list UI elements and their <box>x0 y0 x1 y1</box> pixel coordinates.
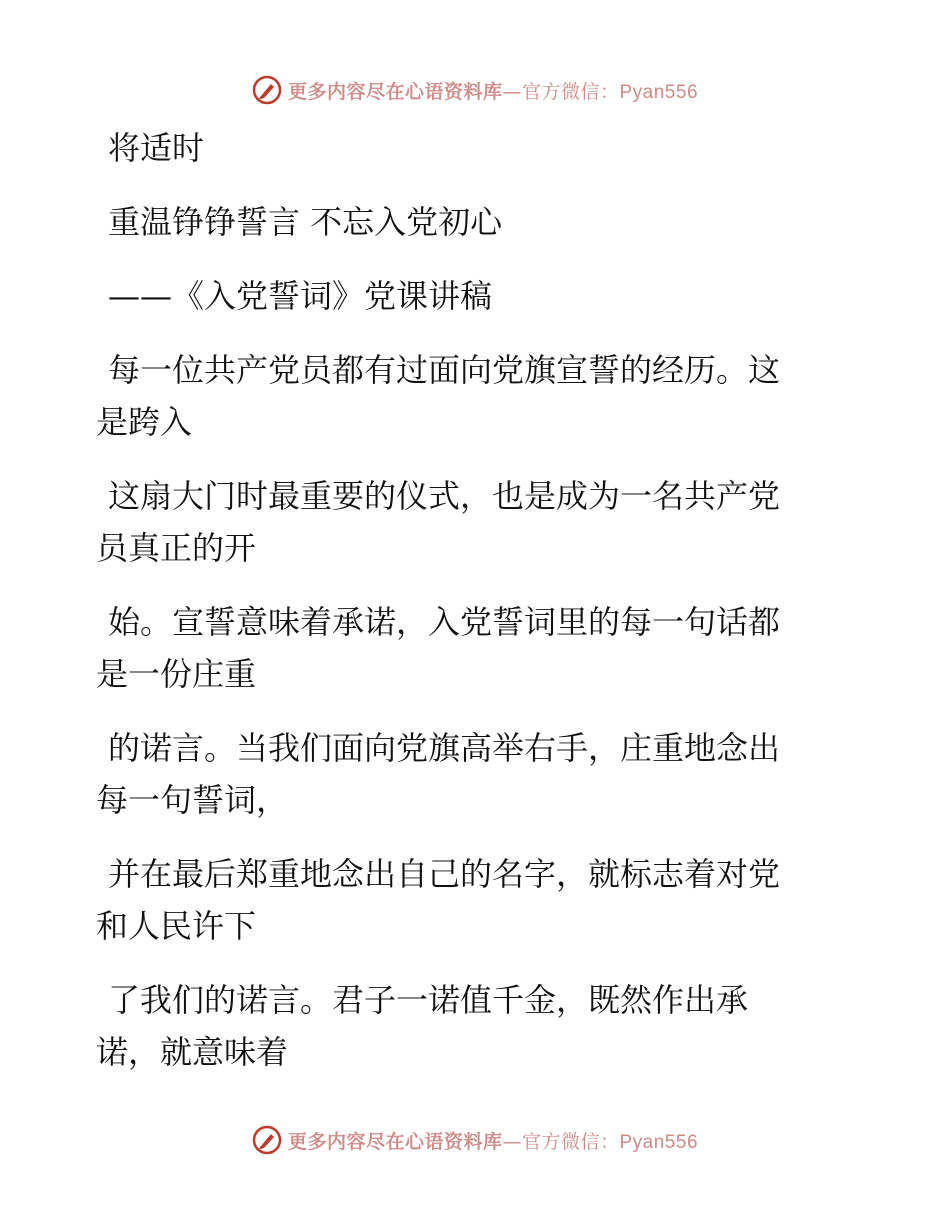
doc-line: 和人民许下 <box>96 907 257 945</box>
watermark-brand: 更多内容尽在心语资料库 <box>287 80 503 103</box>
watermark-id: Pyan556 <box>619 1131 699 1153</box>
doc-line: 将适时 <box>108 129 205 167</box>
watermark-text <box>288 1127 698 1154</box>
pen-nib-logo-icon <box>252 1125 282 1155</box>
watermark-contact: 官方微信： <box>521 1130 620 1153</box>
doc-line: 是一份庄重 <box>96 655 257 693</box>
watermark-brand: 更多内容尽在心语资料库 <box>287 1130 503 1153</box>
doc-line: 员真正的开 <box>96 529 257 567</box>
pen-nib-logo-icon <box>252 75 282 105</box>
watermark-contact: 官方微信： <box>521 80 620 103</box>
doc-line: 并在最后郑重地念出自己的名字，就标志着对党 <box>108 855 781 893</box>
doc-title: 重温铮铮誓言 不忘入党初心 <box>108 203 503 241</box>
watermark-id: Pyan556 <box>619 81 699 103</box>
doc-line: 的诺言。当我们面向党旗高举右手，庄重地念出 <box>108 729 781 767</box>
watermark-separator: — <box>502 1130 522 1153</box>
doc-line: 诺，就意味着 <box>96 1033 289 1071</box>
doc-line: 始。宣誓意味着承诺，入党誓词里的每一句话都 <box>108 603 781 641</box>
watermark-separator: — <box>502 80 522 103</box>
doc-line: 这扇大门时最重要的仪式，也是成为一名共产党 <box>108 477 781 515</box>
watermark-text <box>288 77 698 104</box>
doc-line: 是跨入 <box>96 403 193 441</box>
doc-line: 每一位共产党员都有过面向党旗宣誓的经历。这 <box>108 351 781 389</box>
doc-subtitle: ——《入党誓词》党课讲稿 <box>108 277 493 315</box>
document-body <box>96 122 836 1078</box>
doc-line: 了我们的诺言。君子一诺值千金，既然作出承 <box>108 981 749 1019</box>
header-watermark <box>0 70 950 110</box>
footer-watermark <box>0 1120 950 1160</box>
doc-line: 每一句誓词， <box>96 781 289 819</box>
